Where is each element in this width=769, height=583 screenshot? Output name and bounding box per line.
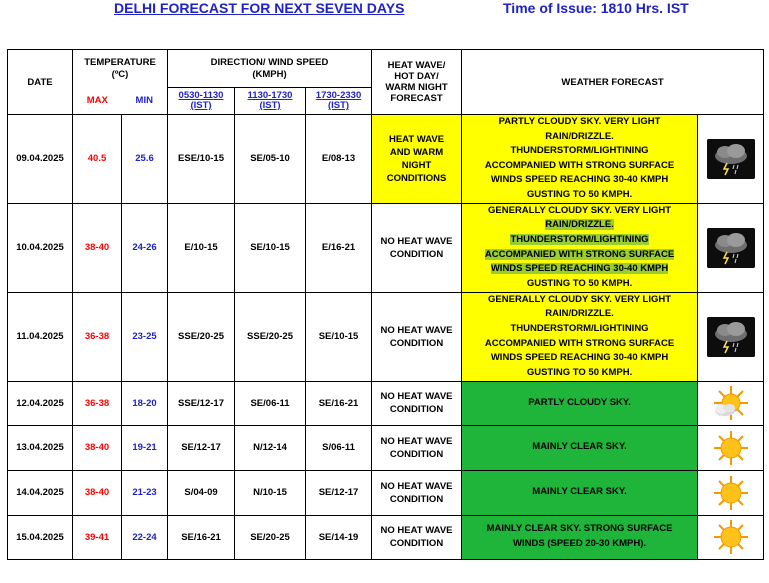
row-min-temp: 23-25 [122,292,168,381]
table-row [8,470,764,515]
thunderstorm-icon [707,139,755,179]
row-heatwave: NO HEAT WAVE CONDITION [372,381,462,425]
slot-header-afternoon: 1130-1730 (IST) [235,88,306,115]
row-forecast: GENERALLY CLOUDY SKY. VERY LIGHT RAIN/DRIZZLE. THUNDERSTORM/LIGHTINING ACCOMPANIED WITH STRONG SURFACE WINDS SPEED REACHING 30-40 KMPH GUSTING TO 50 KMPH. [462,292,698,381]
row-date: 14.04.2025 [8,470,73,515]
row-weather-icon [698,515,764,559]
row-max-temp: 36-38 [73,292,122,381]
row-date: 15.04.2025 [8,515,73,559]
row-wind-evening: E/08-13 [306,115,372,204]
row-wind-afternoon: SE/10-15 [235,203,306,292]
row-min-temp: 19-21 [122,425,168,470]
row-max-temp: 40.5 [73,115,122,204]
thunderstorm-icon [707,317,755,357]
table-row [8,115,764,204]
row-heatwave: NO HEAT WAVE CONDITION [372,425,462,470]
page-title: DELHI FORECAST FOR NEXT SEVEN DAYS [114,0,405,16]
row-wind-afternoon: N/12-14 [235,425,306,470]
row-date: 13.04.2025 [8,425,73,470]
row-wind-morning: SE/16-21 [168,515,235,559]
row-wind-evening: SE/14-19 [306,515,372,559]
row-date: 11.04.2025 [8,292,73,381]
row-wind-afternoon: SE/05-10 [235,115,306,204]
row-wind-afternoon: SSE/20-25 [235,292,306,381]
row-max-temp: 38-40 [73,425,122,470]
date-header: DATE [8,50,73,115]
row-wind-afternoon: SE/20-25 [235,515,306,559]
row-max-temp: 39-41 [73,515,122,559]
row-wind-evening: SE/16-21 [306,381,372,425]
row-min-temp: 25.6 [122,115,168,204]
row-weather-icon [698,292,764,381]
row-wind-afternoon: SE/06-11 [235,381,306,425]
row-forecast: PARTLY CLOUDY SKY. VERY LIGHT RAIN/DRIZZLE. THUNDERSTORM/LIGHTINING ACCOMPANIED WITH STRONG SURFACE WINDS SPEED REACHING 30-40 KMPH GUSTING TO 50 KMPH. [462,115,698,204]
row-weather-icon [698,425,764,470]
min-header: MIN [122,88,168,115]
row-weather-icon [698,203,764,292]
table-row [8,425,764,470]
table-row [8,515,764,559]
wind-header: DIRECTION/ WIND SPEED (KMPH) [168,50,372,88]
weather-forecast-header: WEATHER FORECAST [462,50,764,115]
table-row [8,292,764,381]
row-max-temp: 38-40 [73,203,122,292]
row-forecast: MAINLY CLEAR SKY. [462,425,698,470]
row-heatwave: NO HEAT WAVE CONDITION [372,292,462,381]
row-wind-afternoon: N/10-15 [235,470,306,515]
slot-header-morning: 0530-1130 (IST) [168,88,235,115]
row-weather-icon [698,470,764,515]
row-max-temp: 38-40 [73,470,122,515]
partly-cloudy-icon [709,384,753,422]
table-row [8,203,764,292]
row-min-temp: 18-20 [122,381,168,425]
sun-icon [709,474,753,512]
row-wind-evening: S/06-11 [306,425,372,470]
row-wind-morning: SE/12-17 [168,425,235,470]
row-min-temp: 21-23 [122,470,168,515]
forecast-table [7,49,764,560]
row-heatwave: NO HEAT WAVE CONDITION [372,515,462,559]
sun-icon [709,429,753,467]
row-forecast: MAINLY CLEAR SKY. STRONG SURFACE WINDS (SPEED 20-30 KMPH). [462,515,698,559]
temperature-header: TEMPERATURE (ºC) [73,50,168,88]
row-wind-evening: E/16-21 [306,203,372,292]
row-heatwave: HEAT WAVE AND WARM NIGHT CONDITIONS [372,115,462,204]
row-wind-evening: SE/12-17 [306,470,372,515]
row-wind-morning: SSE/20-25 [168,292,235,381]
row-wind-morning: ESE/10-15 [168,115,235,204]
row-date: 10.04.2025 [8,203,73,292]
row-forecast: MAINLY CLEAR SKY. [462,470,698,515]
row-weather-icon [698,115,764,204]
table-row [8,381,764,425]
row-wind-morning: E/10-15 [168,203,235,292]
row-heatwave: NO HEAT WAVE CONDITION [372,470,462,515]
row-min-temp: 22-24 [122,515,168,559]
row-wind-evening: SE/10-15 [306,292,372,381]
slot-header-evening: 1730-2330 (IST) [306,88,372,115]
thunderstorm-icon [707,228,755,268]
row-forecast: GENERALLY CLOUDY SKY. VERY LIGHT RAIN/DRIZZLE. THUNDERSTORM/LIGHTINING ACCOMPANIED WITH STRONG SURFACE WINDS SPEED REACHING 30-40 KMPH GUSTING TO 50 KMPH. [462,203,698,292]
row-min-temp: 24-26 [122,203,168,292]
row-wind-morning: S/04-09 [168,470,235,515]
row-max-temp: 36-38 [73,381,122,425]
sun-icon [709,518,753,556]
row-forecast: PARTLY CLOUDY SKY. [462,381,698,425]
row-weather-icon [698,381,764,425]
row-wind-morning: SSE/12-17 [168,381,235,425]
max-header: MAX [73,88,122,115]
issue-time: Time of Issue: 1810 Hrs. IST [503,0,689,16]
row-heatwave: NO HEAT WAVE CONDITION [372,203,462,292]
row-date: 09.04.2025 [8,115,73,204]
row-date: 12.04.2025 [8,381,73,425]
heatwave-header: HEAT WAVE/ HOT DAY/ WARM NIGHT FORECAST [372,50,462,115]
